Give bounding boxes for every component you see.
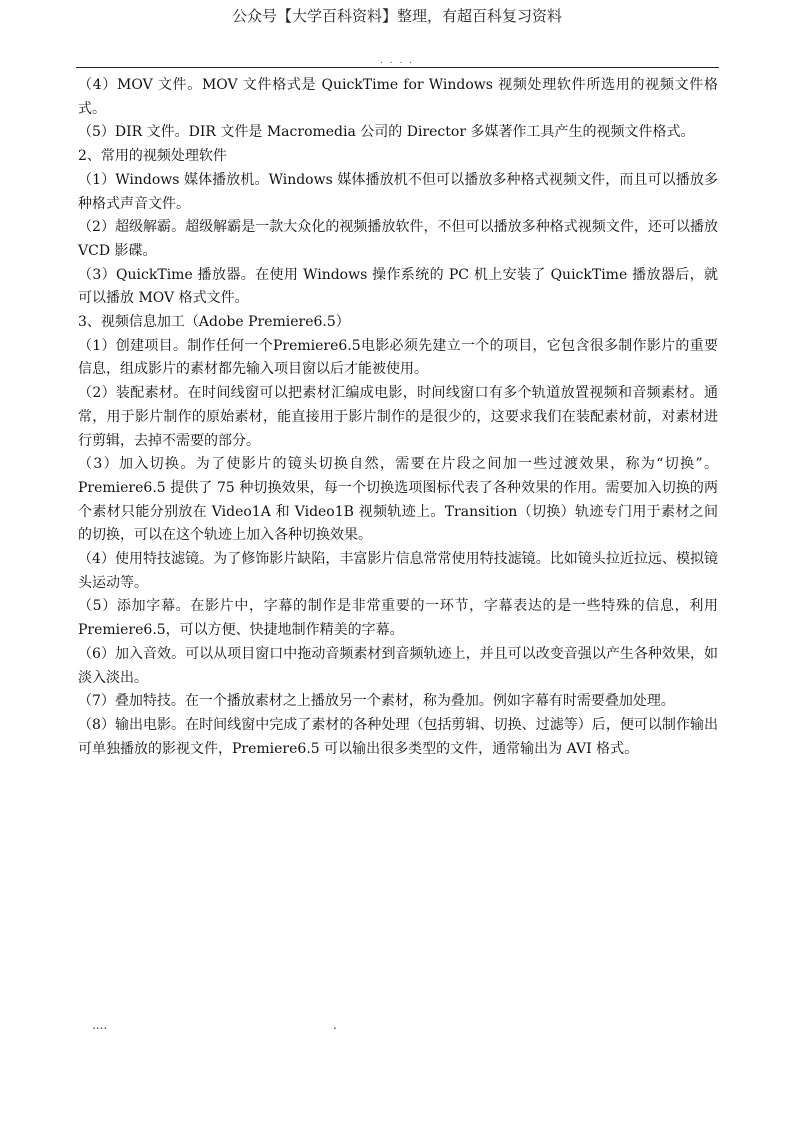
paragraph-super-jieba: （2）超级解霸。超级解霸是一款大众化的视频播放软件，不但可以播放多种格式视频文件，还可以播放 VCD 影碟。 bbox=[78, 219, 718, 259]
paragraph-dir-file: （5）DIR 文件。DIR 文件是 Macromedia 公司的 Director 多媒著作工具产生的视频文件格式。 bbox=[78, 124, 695, 141]
header-dots: . . . . bbox=[380, 56, 415, 66]
footer-dots-left: .... bbox=[92, 1018, 108, 1032]
document-body bbox=[78, 74, 718, 761]
paragraph-create-project: （1）创建项目。制作任何一个Premiere6.5电影必须先建立一个的项目，它包含很多制作影片的重要信息，组成影片的素材都先输入项目窗以后才能被使用。 bbox=[78, 337, 718, 378]
paragraph-overlay-effects: （7）叠加特技。在一个播放素材之上播放另一个素材，称为叠加。例如字幕有时需要叠加处理。 bbox=[78, 693, 675, 710]
paragraph-windows-media-player: （1）Windows 媒体播放机。Windows 媒体播放机不但可以播放多种格式视频文件，而且可以播放多种格式声音文件。 bbox=[78, 171, 718, 212]
paragraph-export-movie: （8）输出电影。在时间线窗中完成了素材的各种处理（包括剪辑、切换、过滤等）后，便可以制作输出可单独播放的影视文件，Premiere6.5 可以输出很多类型的文件，通常输出为 AVI 格式。 bbox=[78, 716, 718, 757]
paragraph-quicktime-player: （3）QuickTime 播放器。在使用 Windows 操作系统的 PC 机上安装了 QuickTime 播放器后，就可以播放 MOV 格式文件。 bbox=[78, 266, 718, 307]
paragraph-add-transitions: （3）加入切换。为了使影片的镜头切换自然，需要在片段之间加一些过渡效果，称为“切换”。Premiere6.5 提供了 75 种切换效果，每一个切换选项图标代表了各种效果的作用。需要加入切换的两个素材只能分别放在 Video1A 和 Video1B 视频轨迹上。Transition（切换）轨迹专门用于素材之间的切换，可以在这个轨迹上加入各种切换效果。 bbox=[78, 456, 718, 544]
watermark-header: 公众号【大学百科资料】整理，有超百科复习资料 bbox=[231, 7, 562, 25]
paragraph-add-subtitles: （5）添加字幕。在影片中，字幕的制作是非常重要的一环节，字幕表达的是一些特殊的信息，利用 Premiere6.5，可以方便、快捷地制作精美的字幕。 bbox=[78, 598, 718, 639]
paragraph-effect-filters: （4）使用特技滤镜。为了修饰影片缺陷，丰富影片信息常常使用特技滤镜。比如镜头拉近拉远、模拟镜头运动等。 bbox=[78, 551, 718, 591]
paragraph-add-audio: （6）加入音效。可以从项目窗口中拖动音频素材到音频轨迹上，并且可以改变音强以产生各种效果，如淡入淡出。 bbox=[78, 645, 718, 686]
paragraph-mov-file: （4）MOV 文件。MOV 文件格式是 QuickTime for Windows 视频处理软件所选用的视频文件格式。 bbox=[78, 77, 718, 117]
section-heading-video-software: 2、常用的视频处理软件 bbox=[78, 148, 227, 165]
header-rule bbox=[76, 67, 719, 68]
section-heading-video-editing: 3、视频信息加工（Adobe Premiere6.5） bbox=[78, 314, 350, 331]
footer-dot-right: . bbox=[333, 1018, 337, 1032]
paragraph-assemble-clips: （2）装配素材。在时间线窗可以把素材汇编成电影，时间线窗口有多个轨道放置视频和音频素材。通常，用于影片制作的原始素材，能直接用于影片制作的是很少的，这要求我们在装配素材前，对素材进行剪辑，去掉不需要的部分。 bbox=[78, 385, 718, 449]
